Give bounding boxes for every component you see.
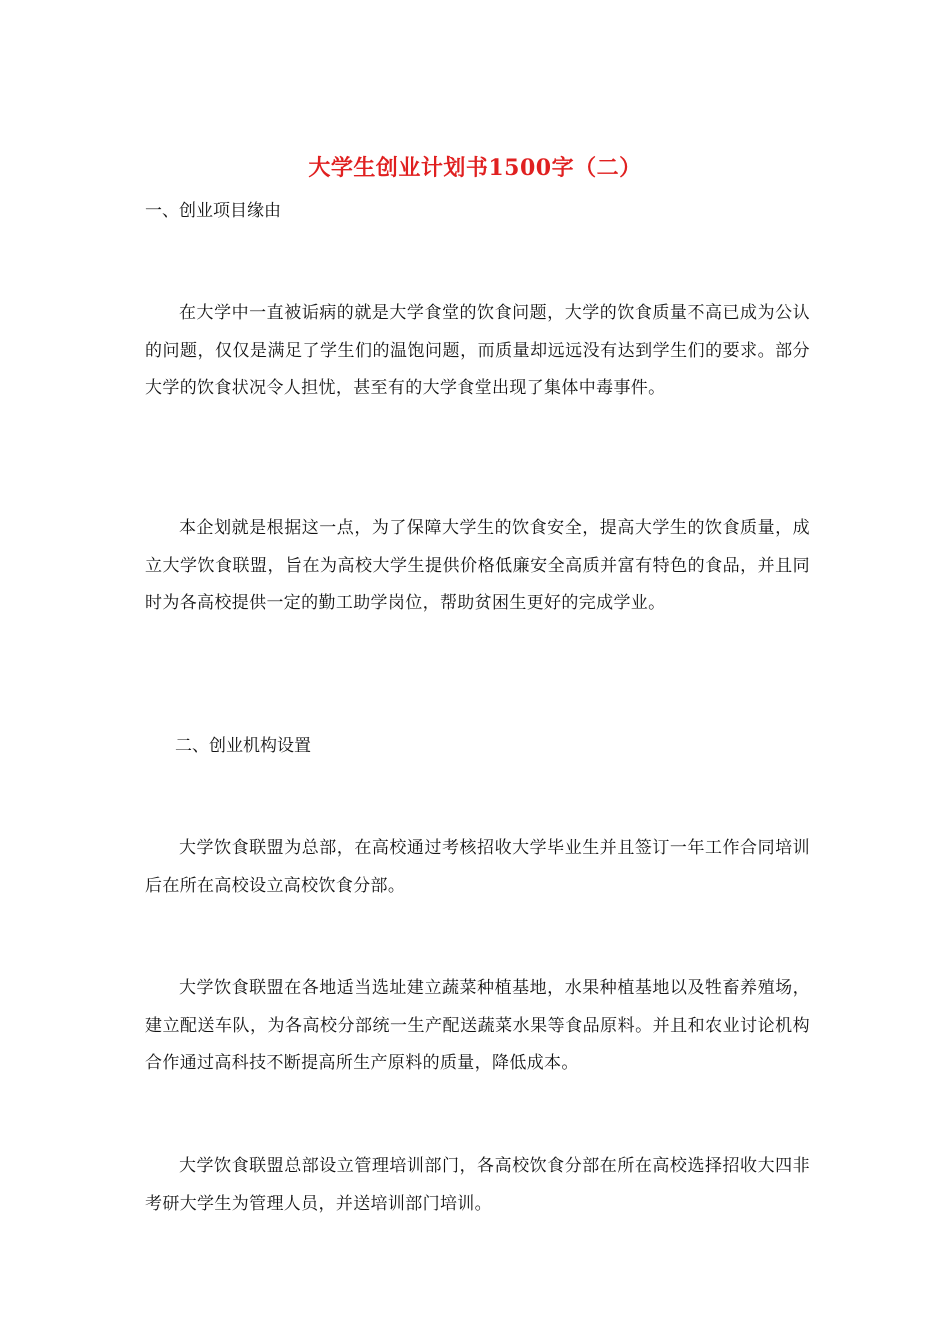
section-heading-organization: 二、创业机构设置 bbox=[175, 736, 311, 756]
paragraph-supply-bases: 大学饮食联盟在各地适当选址建立蔬菜种植基地，水果种植基地以及牲畜养殖场，建立配送车队，为各高校分部统一生产配送蔬菜水果等食品原料。并且和农业讨论机构合作通过高科技不断提高所生产原料的质量，降低成本。 bbox=[145, 978, 810, 1073]
paragraph-headquarters: 大学饮食联盟为总部，在高校通过考核招收大学毕业生并且签订一年工作合同培训后在所在高校设立高校饮食分部。 bbox=[145, 838, 810, 896]
paragraph-plan-purpose: 本企划就是根据这一点，为了保障大学生的饮食安全，提高大学生的饮食质量，成立大学饮食联盟，旨在为高校大学生提供价格低廉安全高质并富有特色的食品，并且同时为各高校提供一定的勤工助学岗位，帮助贫困生更好的完成学业。 bbox=[145, 518, 810, 613]
section-heading-project-reason: 一、创业项目缘由 bbox=[145, 201, 281, 221]
paragraph-training-department: 大学饮食联盟总部设立管理培训部门，各高校饮食分部在所在高校选择招收大四非考研大学生为管理人员，并送培训部门培训。 bbox=[145, 1156, 810, 1214]
document-title: 大学生创业计划书1500字（二） bbox=[308, 155, 642, 181]
paragraph-food-problem: 在大学中一直被诟病的就是大学食堂的饮食问题，大学的饮食质量不高已成为公认的问题，仅仅是满足了学生们的温饱问题，而质量却远远没有达到学生们的要求。部分大学的饮食状况令人担忧，甚至有的大学食堂出现了集体中毒事件。 bbox=[145, 303, 810, 398]
